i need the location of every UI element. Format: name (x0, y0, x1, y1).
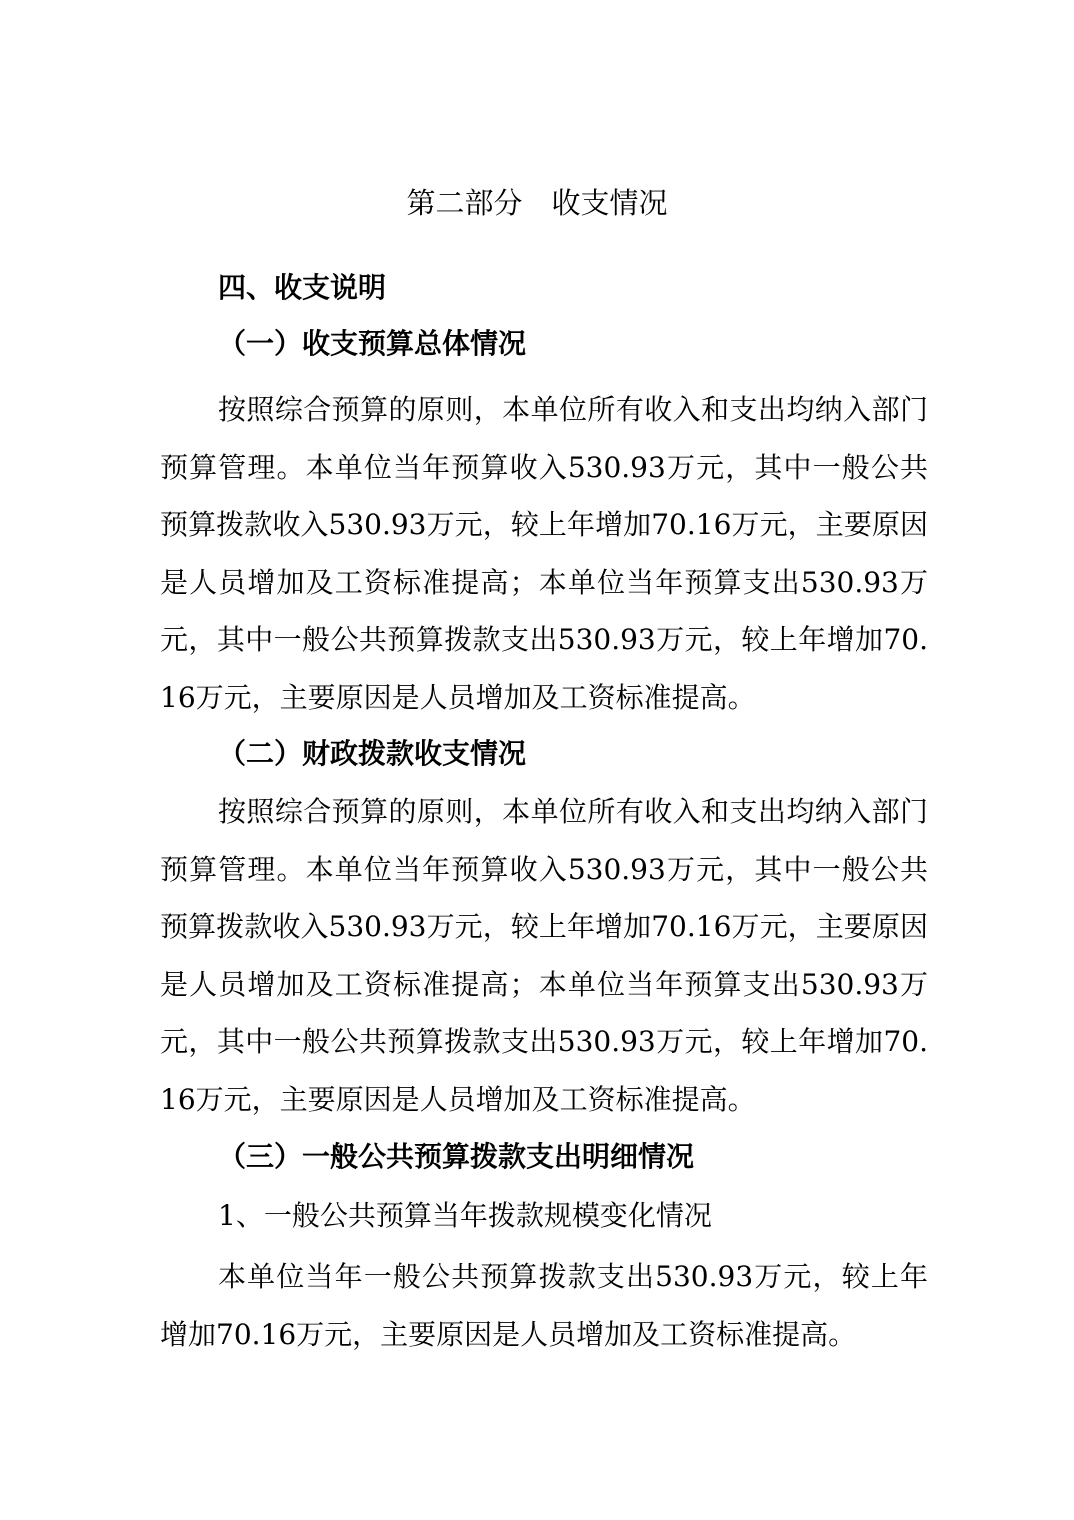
page-title: 第二部分 收支情况 (406, 186, 668, 220)
subsection-heading-2: （二）财政拨款收支情况 (218, 737, 527, 770)
paragraph-budget-overview: 按照综合预算的原则，本单位所有收入和支出均纳入部门预算管理。本单位当年预算收入530.93万元，其中一般公共预算拨款收入530.93万元，较上年增加70.16万元，主要原因是人员增加及工资标准提高；本单位当年预算支出530.93万元，其中一般公共预算拨款支出530.93万元，较上年增加70.16万元，主要原因是人员增加及工资标准提高。 (160, 393, 928, 714)
section-heading-4: 四、收支说明 (218, 271, 387, 304)
subsection-heading-1: （一）收支预算总体情况 (218, 327, 527, 360)
paragraph-fiscal-allocation: 按照综合预算的原则，本单位所有收入和支出均纳入部门预算管理。本单位当年预算收入530.93万元，其中一般公共预算拨款收入530.93万元，较上年增加70.16万元，主要原因是人员增加及工资标准提高；本单位当年预算支出530.93万元，其中一般公共预算拨款支出530.93万元，较上年增加70.16万元，主要原因是人员增加及工资标准提高。 (160, 795, 928, 1116)
subsection-heading-3: （三）一般公共预算拨款支出明细情况 (218, 1140, 695, 1173)
paragraph-allocation-change: 本单位当年一般公共预算拨款支出530.93万元，较上年增加70.16万元，主要原因是人员增加及工资标准提高。 (160, 1260, 928, 1351)
list-item-1: 1、一般公共预算当年拨款规模变化情况 (218, 1199, 712, 1232)
